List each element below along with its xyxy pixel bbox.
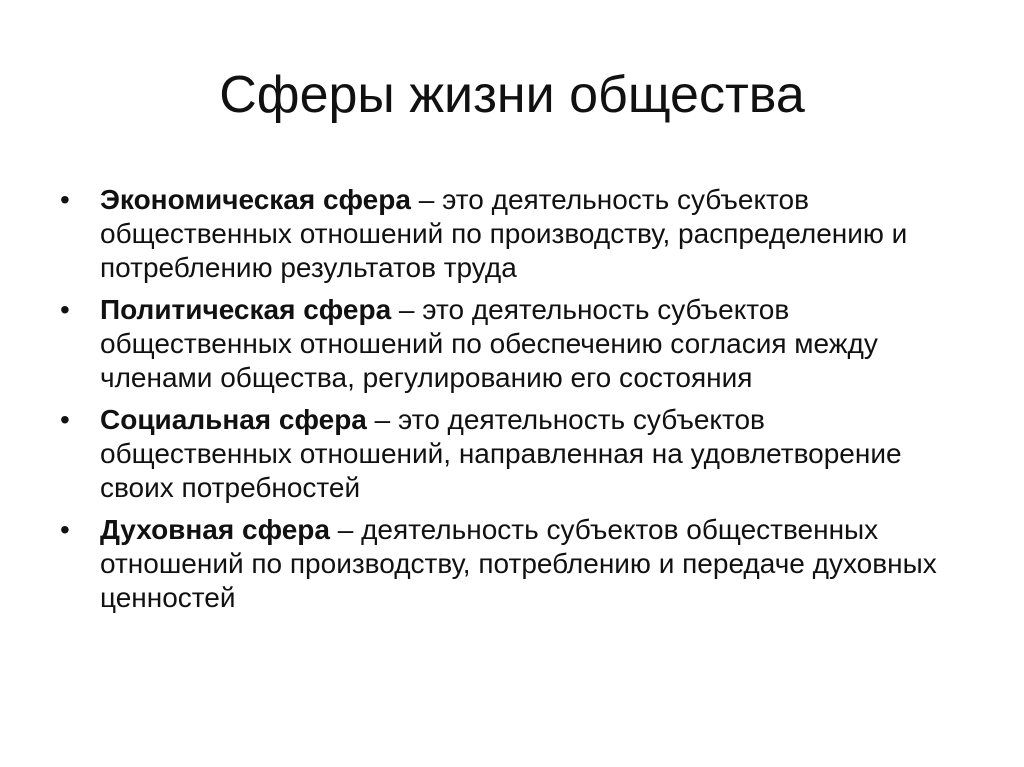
- bullet-list: [54, 183, 954, 623]
- bullet-icon: •: [60, 404, 70, 435]
- bullet-item-social: [54, 403, 954, 505]
- bullet-item-spiritual: [54, 513, 954, 615]
- slide-title: Сферы жизни общества: [219, 66, 805, 124]
- bullet-text: – деятельность субъектов общественных отношений по производству, потреблению и передаче духовных ценностей: [100, 514, 937, 613]
- bullet-text: – это деятельность субъектов общественных отношений, направленная на удовлетворение своих потребностей: [100, 404, 902, 503]
- bullet-term: Экономическая сфера: [100, 184, 411, 215]
- bullet-item-political: [54, 293, 954, 395]
- bullet-term: Социальная сфера: [100, 404, 367, 435]
- bullet-icon: •: [60, 184, 70, 215]
- bullet-text: – это деятельность субъектов общественных отношений по производству, распределению и потреблению результатов труда: [100, 184, 908, 283]
- bullet-text: – это деятельность субъектов общественных отношений по обеспечению согласия между членами общества, регулированию его состояния: [100, 294, 878, 393]
- bullet-term: Духовная сфера: [100, 514, 330, 545]
- bullet-icon: •: [60, 514, 70, 545]
- bullet-item-economic: [54, 183, 954, 285]
- bullet-icon: •: [60, 294, 70, 325]
- bullet-term: Политическая сфера: [100, 294, 392, 325]
